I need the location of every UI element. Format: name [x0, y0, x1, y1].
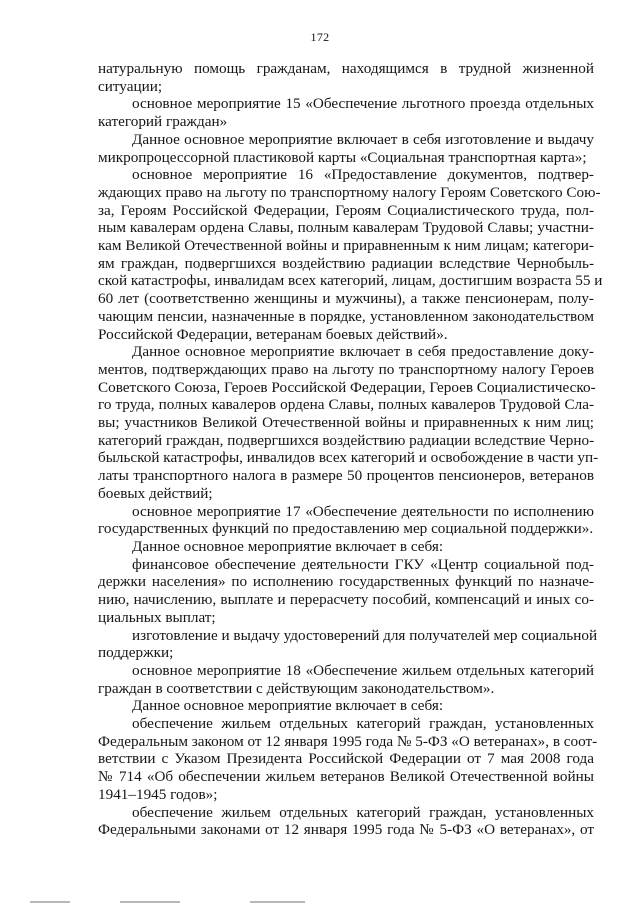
paragraph — [98, 715, 598, 804]
text-line: категорий граждан, подвергшихся воздействию радиации вследствие Черно- — [98, 431, 595, 449]
text-line: обеспечение жильем отдельных категорий граждан, установленных — [132, 803, 594, 821]
text-line: ской катастрофы, инвалидам всех категорий, лицам, достигшим возраста 55 и — [98, 272, 603, 290]
paragraph — [98, 95, 594, 130]
text-line: ным кавалерам ордена Славы, полным кавалерам Трудовой Славы; участни- — [98, 219, 594, 237]
text-line: Федеральным законом от 12 января 1995 года № 5-ФЗ «О ветеранах», в соот- — [98, 732, 598, 750]
paragraph — [98, 343, 599, 502]
text-line: ждающих право на льготу по транспортному налогу Героям Советского Сою- — [98, 183, 601, 201]
text-line: категорий граждан» — [98, 113, 228, 131]
text-line: Данное основное мероприятие включает в себя: — [132, 697, 444, 715]
text-line: ветствии с Указом Президента Российской Федерации от 7 мая 2008 года — [98, 750, 594, 768]
text-line: ситуации; — [98, 77, 163, 95]
text-line: натуральную помощь гражданам, находящимся в трудной жизненной — [98, 60, 594, 77]
text-line: латы транспортного налога в размере 50 процентов пенсионеров, ветеранов — [98, 467, 594, 485]
text-line: чающим пенсии, назначенные в порядке, установленном законодательством — [98, 307, 594, 325]
text-line: обеспечение жильем отдельных категорий граждан, установленных — [132, 715, 594, 733]
page-number: 172 — [310, 30, 330, 44]
scan-artifact — [250, 901, 305, 903]
paragraph — [98, 166, 603, 343]
paragraph — [98, 804, 594, 839]
text-line: нию, начислению, выплате и перерасчету пособий, компенсаций и иных со- — [98, 591, 594, 609]
paragraph — [98, 60, 594, 95]
text-line: Данное основное мероприятие включает в себя изготовление и выдачу — [132, 130, 594, 148]
text-line: Российской Федерации, ветеранам боевых действий». — [98, 325, 448, 343]
text-line: боевых действий; — [98, 484, 213, 502]
text-line: № 714 «Об обеспечении жильем ветеранов Великой Отечественной войны — [98, 768, 594, 786]
text-line: 60 лет (соответственно женщины и мужчины), а также пенсионерам, полу- — [98, 290, 594, 308]
text-line: вы; участников Великой Отечественной войны и приравненных к ним лиц; — [98, 414, 594, 432]
text-line: Данное основное мероприятие включает в себя: — [132, 537, 444, 555]
scan-artifact — [120, 901, 180, 903]
text-line: кам Великой Отечественной войны и приравненным к ним лицам; категори- — [98, 237, 594, 255]
text-line: изготовление и выдачу удостоверений для получателей мер социальной — [132, 626, 598, 644]
paragraph — [98, 538, 594, 556]
text-line: держки населения» по исполнению государственных функций по назначе- — [98, 573, 594, 591]
text-line: ментов, подтверждающих право на льготу по транспортному налогу Героев — [98, 360, 594, 378]
text-line: Данное основное мероприятие включает в себя предоставление доку- — [132, 343, 594, 361]
paragraph — [98, 556, 594, 627]
text-line: поддержки; — [98, 644, 174, 662]
text-line: 1941–1945 годов»; — [98, 785, 218, 803]
text-line: основное мероприятие 16 «Предоставление документов, подтвер- — [132, 166, 594, 184]
text-line: за, Героям Российской Федерации, Героям Социалистического труда, пол- — [98, 201, 594, 219]
text-line: Федеральными законами от 12 января 1995 года № 5-ФЗ «О ветеранах», от — [98, 821, 594, 839]
text-line: граждан в соответствии с действующим законодательством». — [98, 679, 495, 697]
paragraph — [98, 697, 594, 715]
paragraph — [98, 662, 594, 697]
text-line: основное мероприятие 18 «Обеспечение жильем отдельных категорий — [132, 661, 594, 679]
text-line: финансовое обеспечение деятельности ГКУ «Центр социальной под- — [132, 555, 594, 573]
text-line: основное мероприятие 17 «Обеспечение деятельности по исполнению — [132, 502, 594, 520]
text-line: быльской катастрофы, инвалидов всех категорий и освобождение в части уп- — [98, 449, 599, 467]
text-line: основное мероприятие 15 «Обеспечение льготного проезда отдельных — [132, 95, 594, 113]
text-line: государственных функций по предоставлению мер социальной поддержки». — [98, 520, 594, 538]
scan-artifact — [30, 901, 70, 903]
text-line: микропроцессорной пластиковой карты «Социальная транспортная карта»; — [98, 148, 587, 166]
text-line: ям граждан, подвергшихся воздействию радиации вследствие Чернобыль- — [98, 254, 594, 272]
paragraph — [98, 503, 594, 538]
document-body — [98, 60, 603, 839]
paragraph — [98, 131, 594, 166]
text-line: го труда, полных кавалеров ордена Славы, полных кавалеров Трудовой Сла- — [98, 396, 594, 414]
text-line: циальных выплат; — [98, 608, 216, 626]
paragraph — [98, 626, 598, 662]
text-line: Советского Союза, Героев Российской Федерации, Героев Социалистическо- — [98, 378, 596, 396]
